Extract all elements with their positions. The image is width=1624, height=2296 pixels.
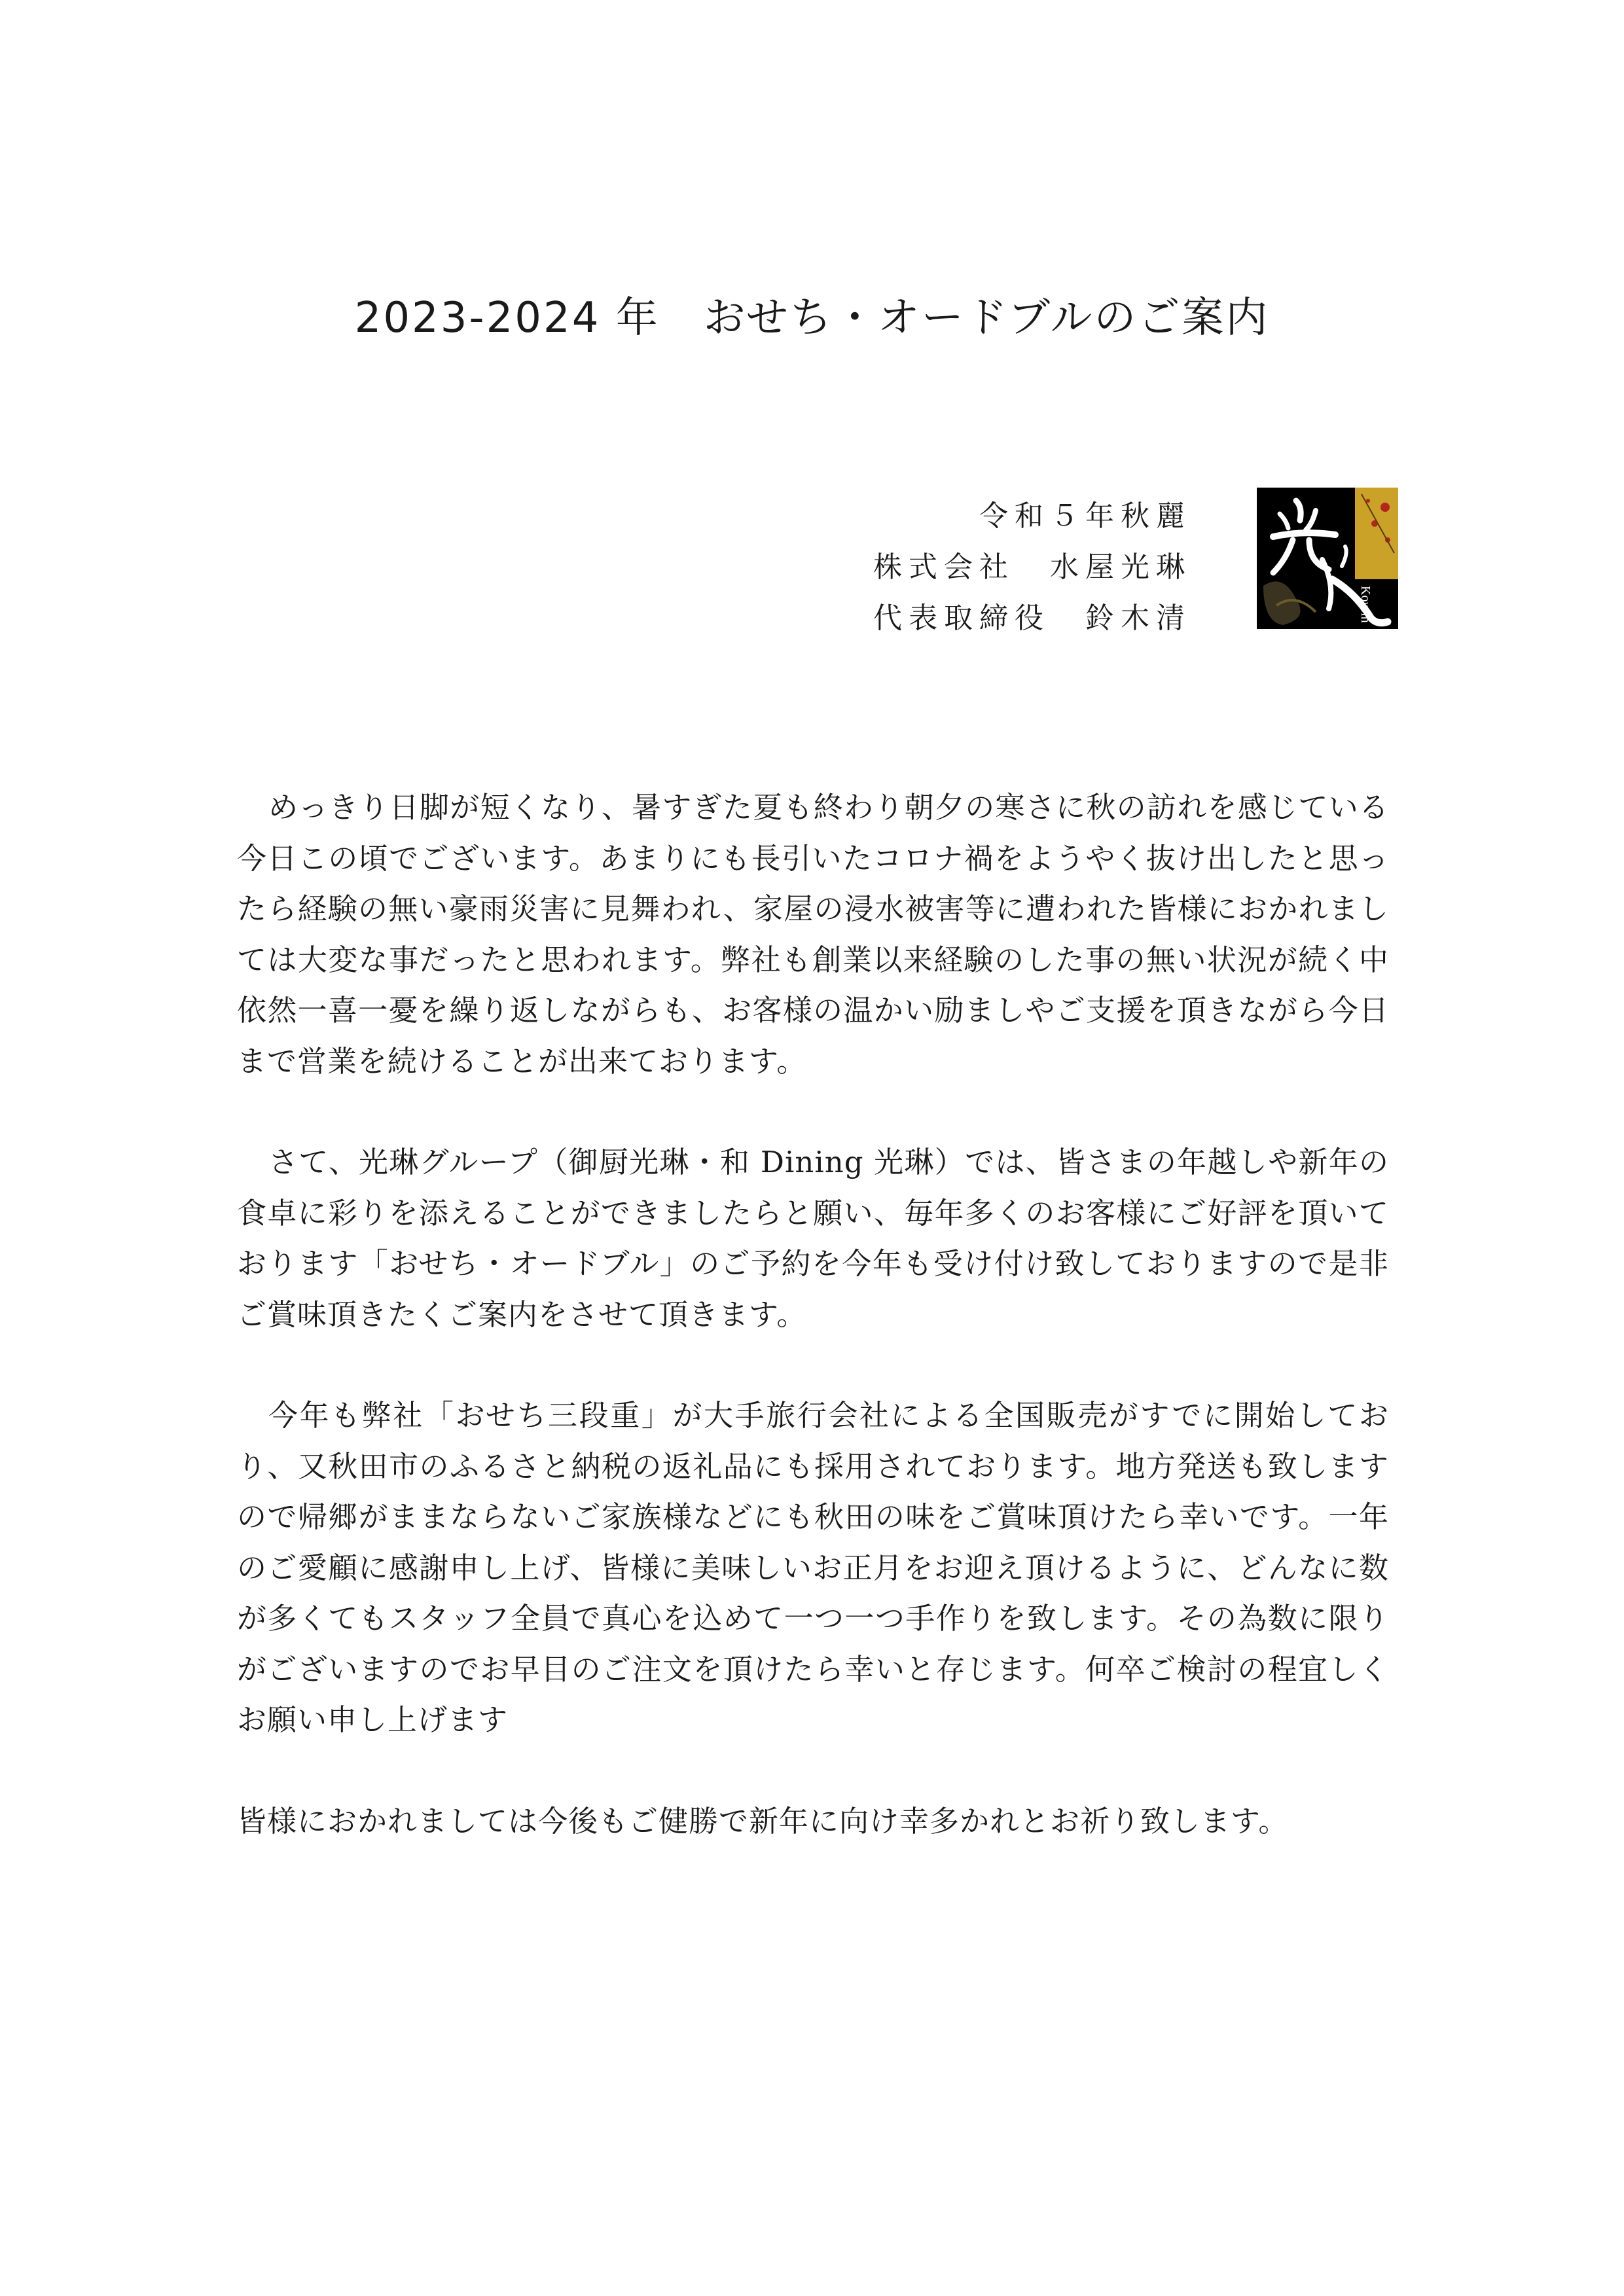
- sender-representative: 代表取締役 鈴木清: [873, 601, 1191, 635]
- paragraph-greeting: めっきり日脚が短くなり、暑すぎた夏も終わり朝夕の寒さに秋の訪れを感じている今日この頃でございます。あまりにも長引いたコロナ禍をようやく抜け出したと思ったら経験の無い豪雨災害に見舞われ、家屋の浸水被害等に遭われた皆様におかれましては大変な事だったと思われます。弊社も創業以来経験のした事の無い状況が続く中依然一喜一憂を繰り返しながらも、お客様の温かい励ましやご支援を頂きながら今日まで営業を続けることが出来ております。: [237, 790, 1389, 1079]
- kourin-logo: [1257, 488, 1398, 629]
- paragraph-details: 今年も弊社「おせち三段重」が大手旅行会社による全国販売がすでに開始しており、又秋田市のふるさと納税の返礼品にも採用されております。地方発送も致しますので帰郷がままならないご家族様などにも秋田の味をご賞味頂けたら幸いです。一年のご愛顧に感謝申し上げ、皆様に美味しいお正月をお迎え頂けるように、どんなに数が多くてもスタッフ全員で真心を込めて一つ一つ手作りを致します。その為数に限りがございますのでお早目のご注文を頂けたら幸いと存じます。何卒ご検討の程宜しくお願い申し上げます: [237, 1398, 1389, 1737]
- letter-body: [237, 782, 1389, 1897]
- logo-latin-text: Kourin: [1358, 586, 1373, 623]
- document-title: 2023-2024 年 おせち・オードブルのご案内: [354, 294, 1270, 342]
- kourin-logo-mark: [1257, 488, 1398, 629]
- paragraph-announcement: さて、光琳グループ（御厨光琳・和 Dining 光琳）では、皆さまの年越しや新年の食卓に彩りを添えることができましたらと願い、毎年多くのお客様にご好評を頂いております「おせち・オードブル」のご予約を今年も受け付け致しておりますので是非ご賞味頂きたくご案内をさせて頂きます。: [237, 1145, 1389, 1332]
- sender-date: 令和５年秋麗: [979, 499, 1191, 533]
- sender-block: [851, 491, 1191, 644]
- paragraph-closing: 皆様におかれましては今後もご健勝で新年に向け幸多かれとお祈り致します。: [237, 1803, 1289, 1839]
- sender-company: 株式会社 水屋光琳: [873, 550, 1191, 584]
